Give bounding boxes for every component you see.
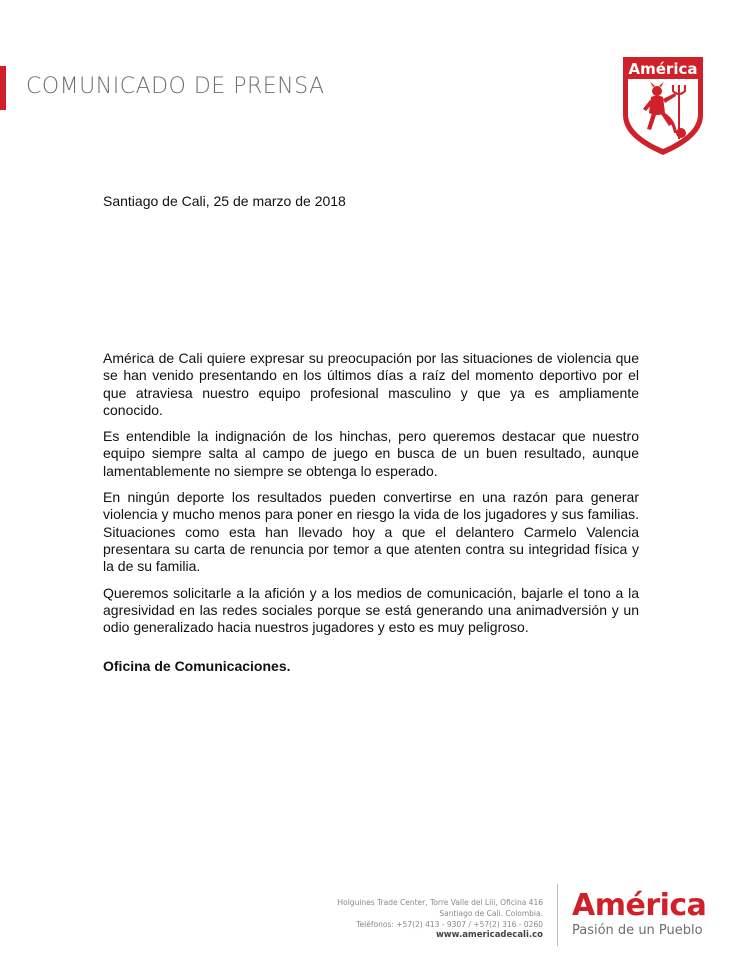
header-accent-bar [0,66,6,110]
letter-body [103,350,639,645]
signature: Oficina de Comunicaciones. [103,658,291,674]
america-crest-logo [619,53,707,157]
footer-slogan: Pasión de un Pueblo [572,923,703,938]
footer-address-line: Holguines Trade Center, Torre Valle del Lili, Oficina 416 [337,898,543,907]
footer-website-link[interactable]: www.americadecali.co [435,930,543,940]
crest-label: América [628,60,698,78]
ball-icon [676,128,686,138]
footer-brand-logo [572,890,706,938]
date-line: Santiago de Cali, 25 de marzo de 2018 [103,193,346,209]
page-title: COMUNICADO DE PRENSA [26,74,325,99]
paragraph: Es entendible la indignación de los hinchas, pero queremos destacar que nuestro equipo siempre salta al campo de juego en busca de un buen resultado, aunque lamentablemente no siempre se obtenga lo esperado. [103,428,639,479]
footer-brand-name: América [572,888,707,923]
footer-address-line: Santiago de Cali. Colombia. [439,909,543,918]
paragraph: América de Cali quiere expresar su preocupación por las situaciones de violencia que se han venido presentando en los últimos días a raíz del momento deportivo por el que atraviesa nuestro equipo profesional masculino y que ya es ampliamente conocido. [103,350,639,418]
footer-contact-info [338,897,544,941]
paragraph: En ningún deporte los resultados pueden convertirse en una razón para generar violencia y mucho menos para poner en riesgo la vida de los jugadores y sus familias. Situaciones como esta han llevado hoy a que el delantero Carmelo Valencia presentara su carta de renuncia por temor a que atenten contra su integridad física y la de su familia. [103,489,639,575]
footer-phones: Teléfonos: +57(2) 413 - 9307 / +57(2) 316 - 0260 [356,920,543,929]
footer-divider [557,884,558,946]
paragraph: Queremos solicitarle a la afición y a los medios de comunicación, bajarle el tono a la agresividad en las redes sociales porque se está generando una animadversión y un odio generalizado hacia nuestros jugadores y esto es muy peligroso. [103,584,639,636]
